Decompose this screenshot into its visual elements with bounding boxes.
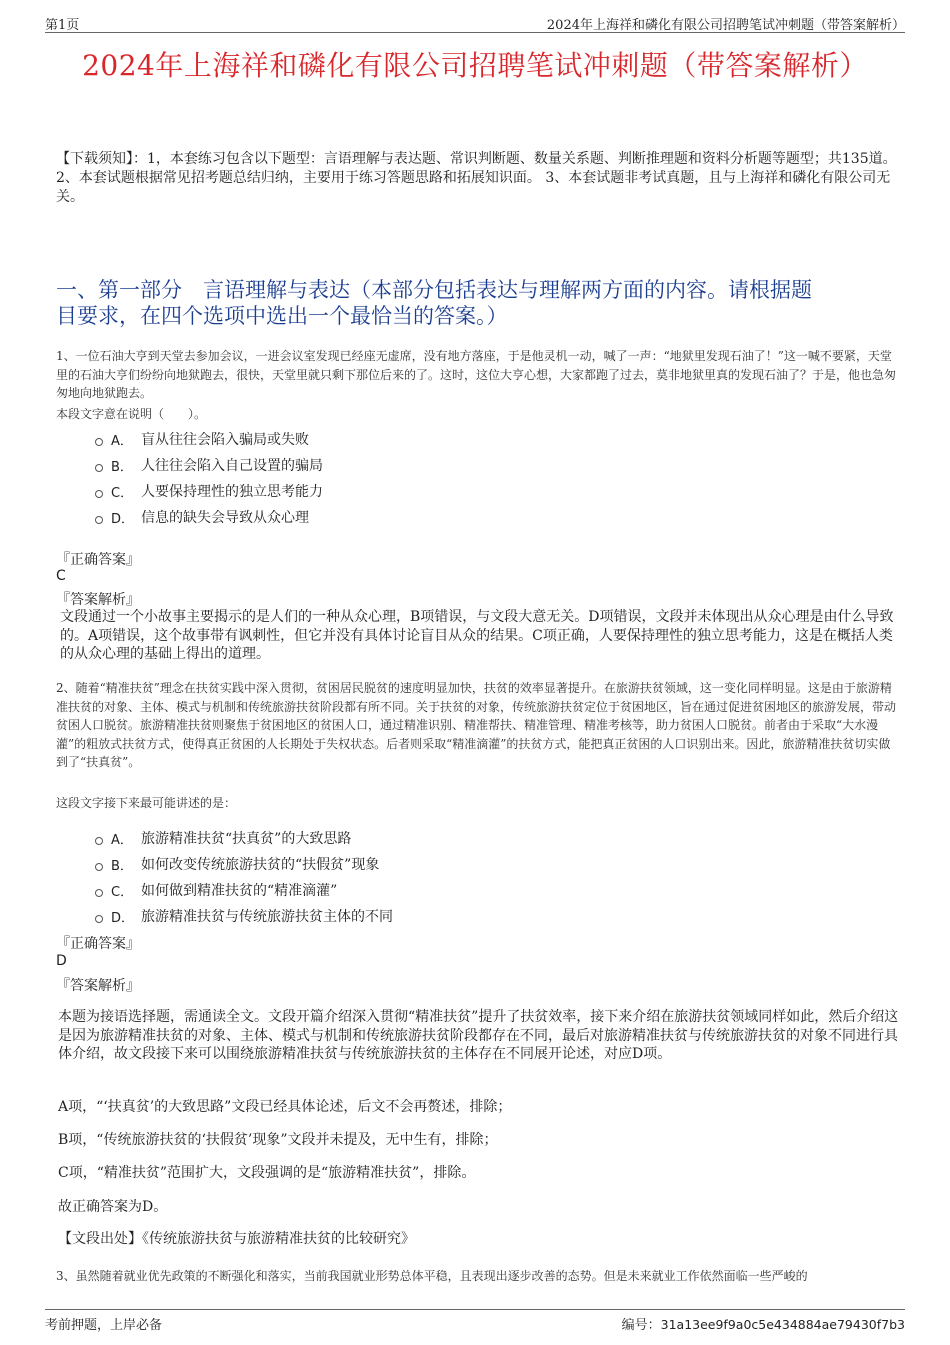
answer-label: 『正确答案』 [56, 552, 140, 568]
option-b[interactable] [95, 851, 393, 877]
option-letter: A． [111, 433, 133, 449]
option-text: 旅游精准扶贫与传统旅游扶贫主体的不同 [141, 909, 393, 925]
correct-answer: C [56, 568, 66, 584]
conclusion: 故正确答案为D。 [58, 1199, 168, 1215]
option-letter: D． [111, 511, 135, 527]
answer-analysis: 本题为接语选择题，需通读全文。文段开篇介绍深入贯彻“精准扶贫”提升了扶贫效率，接下来介绍在旅游扶贫领域同样如此，然后介绍这是因为旅游精准扶贫的对象、主体、模式与机制和传统旅游扶贫阶段都存在不同，最后对旅游精准扶贫与传统旅游扶贫的对象不同进行具体介绍，故文段接下来可以围绕旅游精准扶贫与传统旅游扶贫的主体存在不同展开论述，对应D项。 [58, 1009, 899, 1062]
question-2-options [95, 825, 393, 929]
question-2-stem: 2、随着“精准扶贫”理念在扶贫实践中深入贯彻，贫困居民脱贫的速度明显加快，扶贫的效率显著提升。在旅游扶贫领域，这一变化同样明显。这是由于旅游精准扶贫的对象、主体、模式与机制和传统旅游扶贫阶段都有所不同。关于扶贫的对象，传统旅游扶贫定位于贫困地区，旨在通过促进贫困地区的旅游发展，带动贫困人口脱贫。旅游精准扶贫则聚焦于贫困地区的贫困人口，通过精准识别、精准帮扶、精准管理、精准考核等，助力贫困人口脱贫。前者由于采取“大水漫灌”的粗放式扶贫方式，使得真正贫困的人长期处于失权状态。后者则采取“精准滴灌”的扶贫方式，能把真正贫困的人口识别出来。因此，旅游精准扶贫切实做到了“扶真贫”。 [56, 681, 897, 769]
question-2-prompt: 这段文字接下来最可能讲述的是： [56, 796, 237, 810]
option-a-note: A项，“‘扶真贫’的大致思路”文段已经具体论述，后文不会再赘述，排除； [58, 1099, 512, 1115]
radio-circle-icon[interactable] [95, 863, 103, 871]
option-text: 如何改变传统旅游扶贫的“扶假贫”现象 [141, 857, 380, 873]
code-value: 31a13ee9f9a0c5e434884ae79430f7b3 [660, 1317, 905, 1332]
option-letter: C． [111, 884, 134, 900]
option-letter: C． [111, 485, 134, 501]
radio-circle-icon[interactable] [95, 889, 103, 897]
option-text: 信息的缺失会导致从众心理 [141, 510, 309, 526]
radio-circle-icon[interactable] [95, 915, 103, 923]
option-text: 人要保持理性的独立思考能力 [141, 484, 323, 500]
option-c[interactable] [95, 877, 393, 903]
radio-circle-icon[interactable] [95, 464, 103, 472]
header-divider [45, 32, 905, 33]
download-notice: 【下载须知】：1，本套练习包含以下题型：言语理解与表达题、常识判断题、数量关系题、判断推理题和资料分析题等题型；共135道。 2、本套试题根据常见招考题总结归纳，主要用于练习答题思路和拓展知识面。 3、本套试题非考试真题，且与上海祥和磷化有限公司无关。 [56, 151, 897, 205]
question-1-prompt: 本段文字意在说明（ ）。 [56, 407, 207, 421]
option-c[interactable] [95, 478, 323, 504]
page-number: 第1页 [45, 18, 80, 33]
option-d[interactable] [95, 903, 393, 929]
option-d[interactable] [95, 504, 323, 530]
answer-label: 『正确答案』 [56, 936, 140, 952]
analysis-label: 『答案解析』 [56, 592, 140, 608]
answer-analysis: 文段通过一个小故事主要揭示的是人们的一种从众心理，B项错误，与文段大意无关。D项错误，文段并未体现出从众心理是由什么导致的。A项错误，这个故事带有讽刺性，但它并没有具体讨论盲目从众的结果。C项正确，人要保持理性的独立思考能力，这是在概括人类的从众心理的基础上得出的道理。 [60, 609, 894, 662]
section-heading-line-1: 一、第一部分 言语理解与表达（本部分包括表达与理解两方面的内容。请根据题 [56, 278, 812, 302]
option-a[interactable] [95, 426, 323, 452]
page-title: 2024年上海祥和磷化有限公司招聘笔试冲刺题（带答案解析） [82, 49, 868, 82]
option-letter: B． [111, 459, 133, 475]
radio-circle-icon[interactable] [95, 837, 103, 845]
question-3-stem: 3、虽然随着就业优先政策的不断强化和落实，当前我国就业形势总体平稳，且表现出逐步改善的态势。但是未来就业工作依然面临一些严峻的 [56, 1269, 808, 1283]
radio-circle-icon[interactable] [95, 516, 103, 524]
document-code [622, 1314, 905, 1333]
option-letter: B． [111, 858, 133, 874]
radio-circle-icon[interactable] [95, 438, 103, 446]
option-letter: A． [111, 832, 133, 848]
code-label: 编号： [621, 1318, 661, 1333]
option-b-note: B项，“传统旅游扶贫的‘扶假贫’现象”文段并未提及，无中生有，排除； [58, 1132, 498, 1148]
correct-answer: D [56, 953, 67, 969]
option-c-note: C项，“精准扶贫”范围扩大，文段强调的是“旅游精准扶贫”，排除。 [58, 1165, 476, 1181]
footer-divider [45, 1309, 905, 1310]
radio-circle-icon[interactable] [95, 490, 103, 498]
footer-slogan: 考前押题，上岸必备 [45, 1318, 163, 1333]
passage-source: 【文段出处】《传统旅游扶贫与旅游精准扶贫的比较研究》 [58, 1231, 415, 1247]
section-heading-line-2: 目要求，在四个选项中选出一个最恰当的答案。） [56, 304, 508, 328]
section-heading [56, 277, 896, 329]
running-title: 2024年上海祥和磷化有限公司招聘笔试冲刺题（带答案解析） [546, 18, 905, 33]
option-text: 如何做到精准扶贫的“精准滴灌” [141, 883, 338, 899]
option-text: 旅游精准扶贫“扶真贫”的大致思路 [141, 831, 352, 847]
question-1-options [95, 426, 323, 530]
question-1-stem: 1、一位石油大亨到天堂去参加会议，一进会议室发现已经座无虚席，没有地方落座，于是他灵机一动，喊了一声：“地狱里发现石油了！”这一喊不要紧，天堂里的石油大亨们纷纷向地狱跑去，很快，天堂里就只剩下那位后来的了。这时，这位大亨心想，大家都跑了过去，莫非地狱里真的发现石油了？于是，他也急匆匆地向地狱跑去。 [56, 349, 897, 400]
analysis-label: 『答案解析』 [56, 978, 140, 994]
option-b[interactable] [95, 452, 323, 478]
option-text: 人往往会陷入自己设置的骗局 [141, 458, 323, 474]
option-letter: D． [111, 910, 135, 926]
option-text: 盲从往往会陷入骗局或失败 [141, 432, 309, 448]
option-a[interactable] [95, 825, 393, 851]
